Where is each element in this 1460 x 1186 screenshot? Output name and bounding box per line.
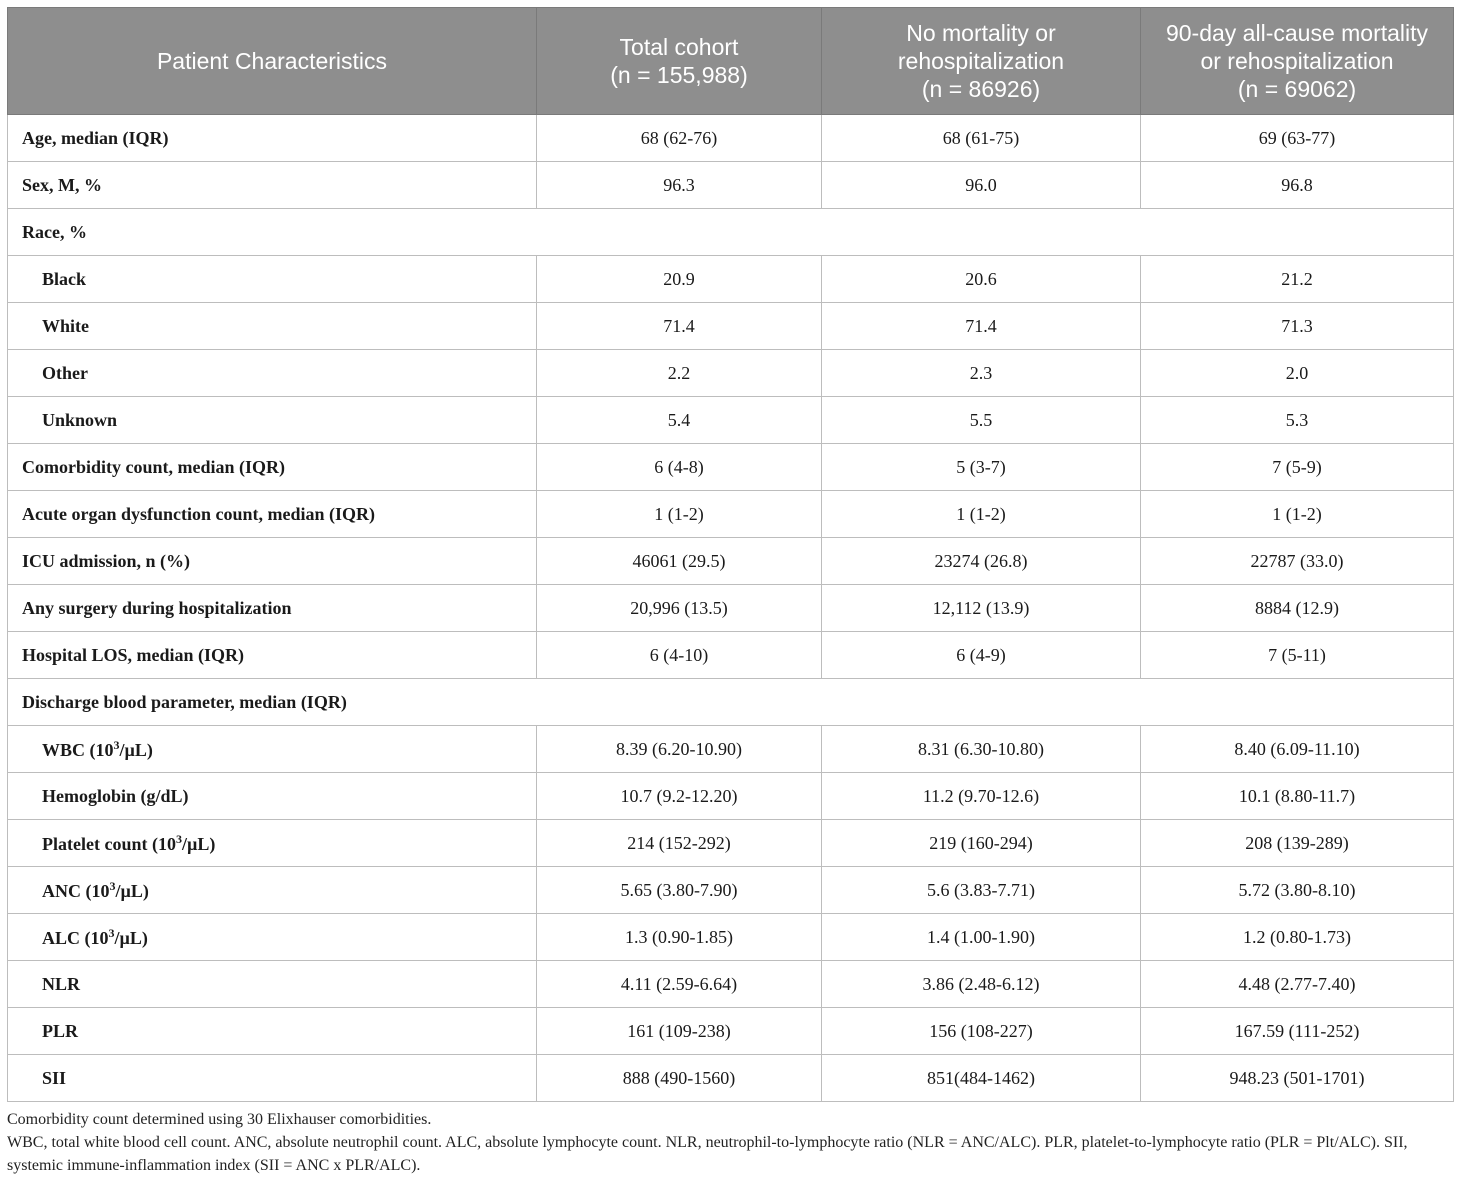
row-label-text: NLR (42, 973, 81, 994)
footnote-comorbidity: Comorbidity count determined using 30 Elixhauser comorbidities. (7, 1111, 432, 1128)
cell-total-cohort: 8.39 (6.20-10.90) (537, 726, 822, 773)
row-label-text: SII (42, 1067, 67, 1088)
cell-mortality-rehospitalization: 167.59 (111-252) (1141, 1008, 1454, 1055)
row-label (8, 773, 537, 820)
row-label (8, 632, 537, 679)
cell-mortality-rehospitalization: 1 (1-2) (1141, 491, 1454, 538)
cell-no-mortality: 219 (160-294) (822, 820, 1141, 867)
superscript: 3 (175, 831, 182, 846)
row-label-text: Acute organ dysfunction count, median (IQR) (22, 503, 376, 524)
patient-characteristics-table (7, 7, 1454, 1102)
cell-no-mortality: 12,112 (13.9) (822, 585, 1141, 632)
header-total-cohort (537, 8, 822, 115)
cell-total-cohort: 6 (4-8) (537, 444, 822, 491)
cell-mortality-rehospitalization: 1.2 (0.80-1.73) (1141, 914, 1454, 961)
cell-no-mortality: 23274 (26.8) (822, 538, 1141, 585)
cell-mortality-rehospitalization: 96.8 (1141, 162, 1454, 209)
table-row (8, 397, 1454, 444)
cell-no-mortality: 6 (4-9) (822, 632, 1141, 679)
row-label (8, 444, 537, 491)
cell-no-mortality: 71.4 (822, 303, 1141, 350)
row-label-text: Unknown (42, 409, 118, 430)
cell-no-mortality: 11.2 (9.70-12.6) (822, 773, 1141, 820)
row-label-text: White (42, 315, 89, 336)
cell-mortality-rehospitalization: 5.72 (3.80-8.10) (1141, 867, 1454, 914)
row-label (8, 820, 537, 867)
section-row (8, 679, 1454, 726)
cell-total-cohort: 1.3 (0.90-1.85) (537, 914, 822, 961)
header-mortality-rehospitalization (1141, 8, 1454, 115)
row-label (8, 115, 537, 162)
superscript: 3 (109, 878, 116, 893)
row-label (8, 961, 537, 1008)
cell-total-cohort: 2.2 (537, 350, 822, 397)
header-line: No mortality or (906, 20, 1056, 46)
table-row (8, 350, 1454, 397)
row-label-text: ALC (10 (42, 927, 109, 948)
row-label-text: Hemoglobin (g/dL) (42, 785, 189, 806)
cell-total-cohort: 1 (1-2) (537, 491, 822, 538)
cell-no-mortality: 156 (108-227) (822, 1008, 1141, 1055)
row-label (8, 350, 537, 397)
table-row (8, 820, 1454, 867)
unit-suffix: /µL) (181, 833, 216, 854)
row-label (8, 256, 537, 303)
header-line: 90-day all-cause mortality (1165, 20, 1429, 46)
cell-total-cohort: 214 (152-292) (537, 820, 822, 867)
row-label (8, 303, 537, 350)
cell-total-cohort: 6 (4-10) (537, 632, 822, 679)
table-row (8, 632, 1454, 679)
row-label-text: ICU admission, n (%) (22, 550, 191, 571)
cell-mortality-rehospitalization: 22787 (33.0) (1141, 538, 1454, 585)
cell-no-mortality: 1 (1-2) (822, 491, 1141, 538)
cell-mortality-rehospitalization: 4.48 (2.77-7.40) (1141, 961, 1454, 1008)
cell-total-cohort: 68 (62-76) (537, 115, 822, 162)
table-row (8, 115, 1454, 162)
cell-no-mortality: 3.86 (2.48-6.12) (822, 961, 1141, 1008)
row-label (8, 538, 537, 585)
row-label (8, 397, 537, 444)
cell-no-mortality: 68 (61-75) (822, 115, 1141, 162)
header-row (8, 8, 1454, 115)
table-row (8, 585, 1454, 632)
header-line: Patient Characteristics (156, 48, 388, 74)
header-line: rehospitalization (897, 48, 1065, 74)
cell-no-mortality: 5 (3-7) (822, 444, 1141, 491)
header-line: Total cohort (619, 34, 739, 60)
row-label-text: Other (42, 362, 88, 383)
cell-total-cohort: 46061 (29.5) (537, 538, 822, 585)
table-row (8, 1055, 1454, 1102)
cell-mortality-rehospitalization: 8.40 (6.09-11.10) (1141, 726, 1454, 773)
table-footnotes (7, 1108, 1453, 1177)
table-header (8, 8, 1454, 115)
row-label-text: PLR (42, 1020, 78, 1041)
row-label-text: ANC (10 (42, 880, 110, 901)
cell-total-cohort: 20.9 (537, 256, 822, 303)
row-label-text: WBC (10 (42, 739, 114, 760)
cell-mortality-rehospitalization: 208 (139-289) (1141, 820, 1454, 867)
unit-suffix: /µL) (114, 927, 148, 948)
cell-total-cohort: 5.4 (537, 397, 822, 444)
cell-mortality-rehospitalization: 7 (5-11) (1141, 632, 1454, 679)
cell-mortality-rehospitalization: 10.1 (8.80-11.7) (1141, 773, 1454, 820)
cell-no-mortality: 2.3 (822, 350, 1141, 397)
row-label (8, 491, 537, 538)
cell-mortality-rehospitalization: 2.0 (1141, 350, 1454, 397)
table-row (8, 773, 1454, 820)
table-row (8, 914, 1454, 961)
cell-mortality-rehospitalization: 71.3 (1141, 303, 1454, 350)
row-label-text: Any surgery during hospitalization (22, 597, 292, 618)
cell-mortality-rehospitalization: 7 (5-9) (1141, 444, 1454, 491)
header-line: (n = 155,988) (610, 62, 748, 88)
cell-no-mortality: 20.6 (822, 256, 1141, 303)
cell-total-cohort: 71.4 (537, 303, 822, 350)
table-row (8, 867, 1454, 914)
header-line: (n = 86926) (921, 76, 1041, 102)
table-row (8, 256, 1454, 303)
superscript: 3 (113, 737, 120, 752)
table-body (8, 115, 1454, 1102)
cell-mortality-rehospitalization: 8884 (12.9) (1141, 585, 1454, 632)
cell-mortality-rehospitalization: 5.3 (1141, 397, 1454, 444)
header-no-mortality (822, 8, 1141, 115)
table-row (8, 1008, 1454, 1055)
cell-no-mortality: 8.31 (6.30-10.80) (822, 726, 1141, 773)
row-label-text: Platelet count (10 (42, 833, 176, 854)
cell-mortality-rehospitalization: 69 (63-77) (1141, 115, 1454, 162)
table-row (8, 726, 1454, 773)
row-label-text: Sex, M, % (22, 174, 102, 195)
header-patient-characteristics (8, 8, 537, 115)
header-line: (n = 69062) (1237, 76, 1357, 102)
table-row (8, 303, 1454, 350)
header-line: or rehospitalization (1200, 48, 1394, 74)
row-label (8, 162, 537, 209)
table-row (8, 444, 1454, 491)
table-row (8, 538, 1454, 585)
row-label-text: Hospital LOS, median (IQR) (22, 644, 245, 665)
cell-total-cohort: 4.11 (2.59-6.64) (537, 961, 822, 1008)
cell-mortality-rehospitalization: 948.23 (501-1701) (1141, 1055, 1454, 1102)
row-label (8, 726, 537, 773)
cell-no-mortality: 5.5 (822, 397, 1141, 444)
row-label (8, 1008, 537, 1055)
section-row (8, 209, 1454, 256)
footnote-abbreviations: WBC, total white blood cell count. ANC, absolute neutrophil count. ALC, absolute lymphocyte count. NLR, neutrophil-to-lymphocyte ratio (NLR = ANC/ALC). PLR, platelet-to-lymphocyte ratio (PLR = Plt/ALC). SII, systemic immune-inflammation index (SII = ANC x PLR/ALC). (7, 1134, 1408, 1174)
row-label (8, 1055, 537, 1102)
cell-total-cohort: 20,996 (13.5) (537, 585, 822, 632)
cell-total-cohort: 96.3 (537, 162, 822, 209)
superscript: 3 (108, 925, 115, 940)
unit-suffix: /µL) (115, 880, 149, 901)
table-row (8, 162, 1454, 209)
unit-suffix: /µL) (119, 739, 153, 760)
cell-total-cohort: 161 (109-238) (537, 1008, 822, 1055)
section-label: Discharge blood parameter, median (IQR) (8, 679, 1454, 726)
row-label-text: Comorbidity count, median (IQR) (22, 456, 286, 477)
cell-mortality-rehospitalization: 21.2 (1141, 256, 1454, 303)
table-row (8, 491, 1454, 538)
cell-no-mortality: 96.0 (822, 162, 1141, 209)
row-label-text: Black (42, 268, 87, 289)
row-label (8, 914, 537, 961)
cell-total-cohort: 10.7 (9.2-12.20) (537, 773, 822, 820)
table-row (8, 961, 1454, 1008)
cell-total-cohort: 5.65 (3.80-7.90) (537, 867, 822, 914)
section-label: Race, % (8, 209, 1454, 256)
cell-no-mortality: 851(484-1462) (822, 1055, 1141, 1102)
cell-total-cohort: 888 (490-1560) (537, 1055, 822, 1102)
row-label (8, 585, 537, 632)
cell-no-mortality: 5.6 (3.83-7.71) (822, 867, 1141, 914)
cell-no-mortality: 1.4 (1.00-1.90) (822, 914, 1141, 961)
table-container (7, 7, 1453, 1102)
row-label (8, 867, 537, 914)
row-label-text: Age, median (IQR) (22, 127, 169, 148)
